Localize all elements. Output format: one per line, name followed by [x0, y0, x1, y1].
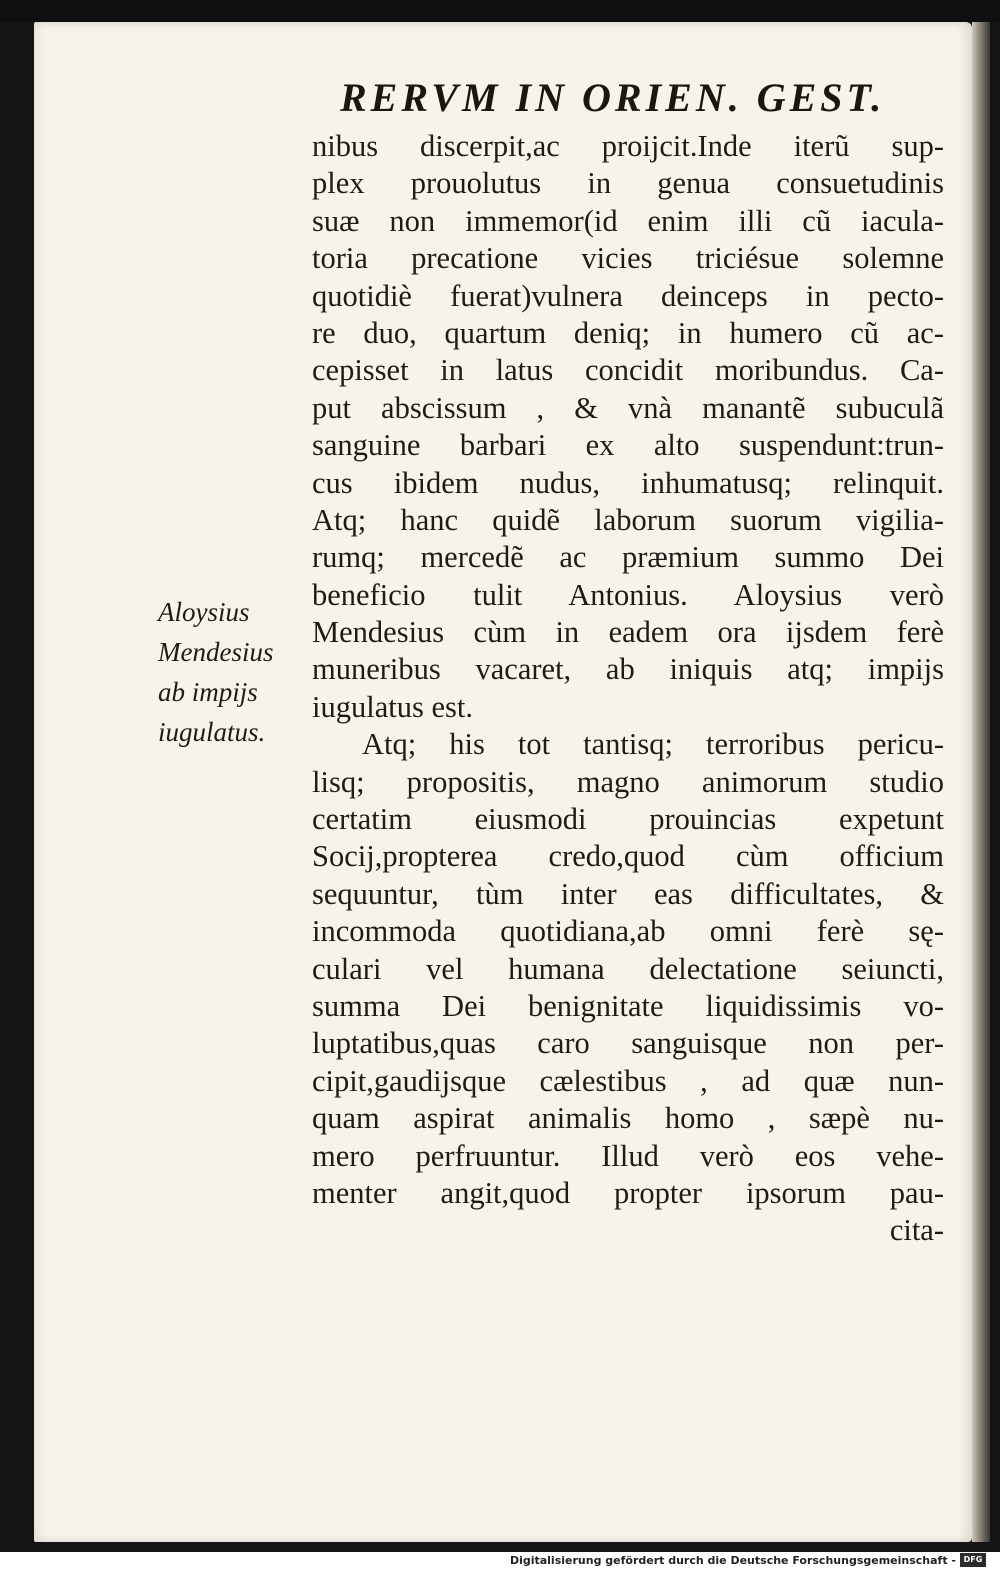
running-head: RERVM IN ORIEN. GEST. [340, 75, 886, 120]
text-line: Atq; hanc quidẽ laborum suorum vigilia- [312, 502, 944, 537]
text-line: nibus discerpit,ac proijcit.Inde iterũ sup- [312, 129, 944, 163]
text-line: put abscissum , & vnà manantẽ subuculã [312, 390, 944, 425]
body-text [312, 128, 944, 1250]
text-line: rumq; mercedẽ ac præmium summo Dei [312, 540, 944, 575]
page-edge-shadow [972, 22, 990, 1542]
text-line: iugulatus est. [312, 689, 473, 724]
text-line: cus ibidem nudus, inhumatusq; relinquit. [312, 465, 944, 500]
text-line: Socij,propterea credo,quod cùm officium [312, 839, 944, 874]
text-line: mero perfruuntur. Illud verò eos vehe- [312, 1138, 944, 1173]
text-line: lisq; propositis, magno animorum studio [312, 764, 944, 799]
margin-note-line: iugulatus. [158, 717, 266, 747]
text-line: beneficio tulit Antonius. Aloysius verò [312, 577, 944, 612]
text-line: suæ non immemor(id enim illi cũ iacula- [312, 203, 944, 238]
scan-top-border [0, 0, 1000, 22]
text-line: cepisset in latus concidit moribundus. Ca- [312, 353, 944, 388]
text-line: menter angit,quod propter ipsorum pau- [312, 1175, 944, 1210]
text-line: muneribus vacaret, ab iniquis atq; impijs [312, 652, 944, 687]
text-line: summa Dei benignitate liquidissimis vo- [312, 988, 944, 1023]
text-line: certatim eiusmodi prouincias expetunt [312, 802, 944, 837]
text-line: quotidiè fuerat)vulnera deinceps in pecto- [312, 278, 944, 313]
text-line: Atq; his tot tantisq; terroribus pericu- [362, 727, 944, 762]
text-line: plex prouolutus in genua consuetudinis [312, 166, 944, 201]
margin-note-line: ab impijs [158, 677, 258, 707]
text-line: quam aspirat animalis homo , sæpè nu- [312, 1101, 944, 1136]
text-line: toria precatione vicies triciésue solemne [312, 241, 944, 276]
footer-credit: Digitalisierung gefördert durch die Deutsche Forschungsgemeinschaft - [509, 1554, 956, 1567]
catchword: cita- [889, 1213, 944, 1248]
margin-note-line: Aloysius [158, 597, 250, 627]
text-line: sanguine barbari ex alto suspendunt:trun- [312, 428, 944, 463]
margin-note [158, 592, 308, 752]
text-line: cipit,gaudijsque cælestibus , ad quæ nun- [312, 1063, 944, 1098]
text-line: luptatibus,quas caro sanguisque non per- [312, 1026, 944, 1061]
text-line: sequuntur, tùm inter eas difficultates, & [312, 876, 944, 911]
text-line: culari vel humana delectatione seiuncti, [312, 951, 944, 986]
text-line: Mendesius cùm in eadem ora ijsdem ferè [312, 615, 944, 650]
text-line: incommoda quotidiana,ab omni ferè sę- [312, 914, 944, 949]
dfg-logo-icon: DFG [960, 1553, 986, 1567]
text-line: re duo, quartum deniq; in humero cũ ac- [312, 315, 944, 350]
margin-note-line: Mendesius [158, 637, 274, 667]
